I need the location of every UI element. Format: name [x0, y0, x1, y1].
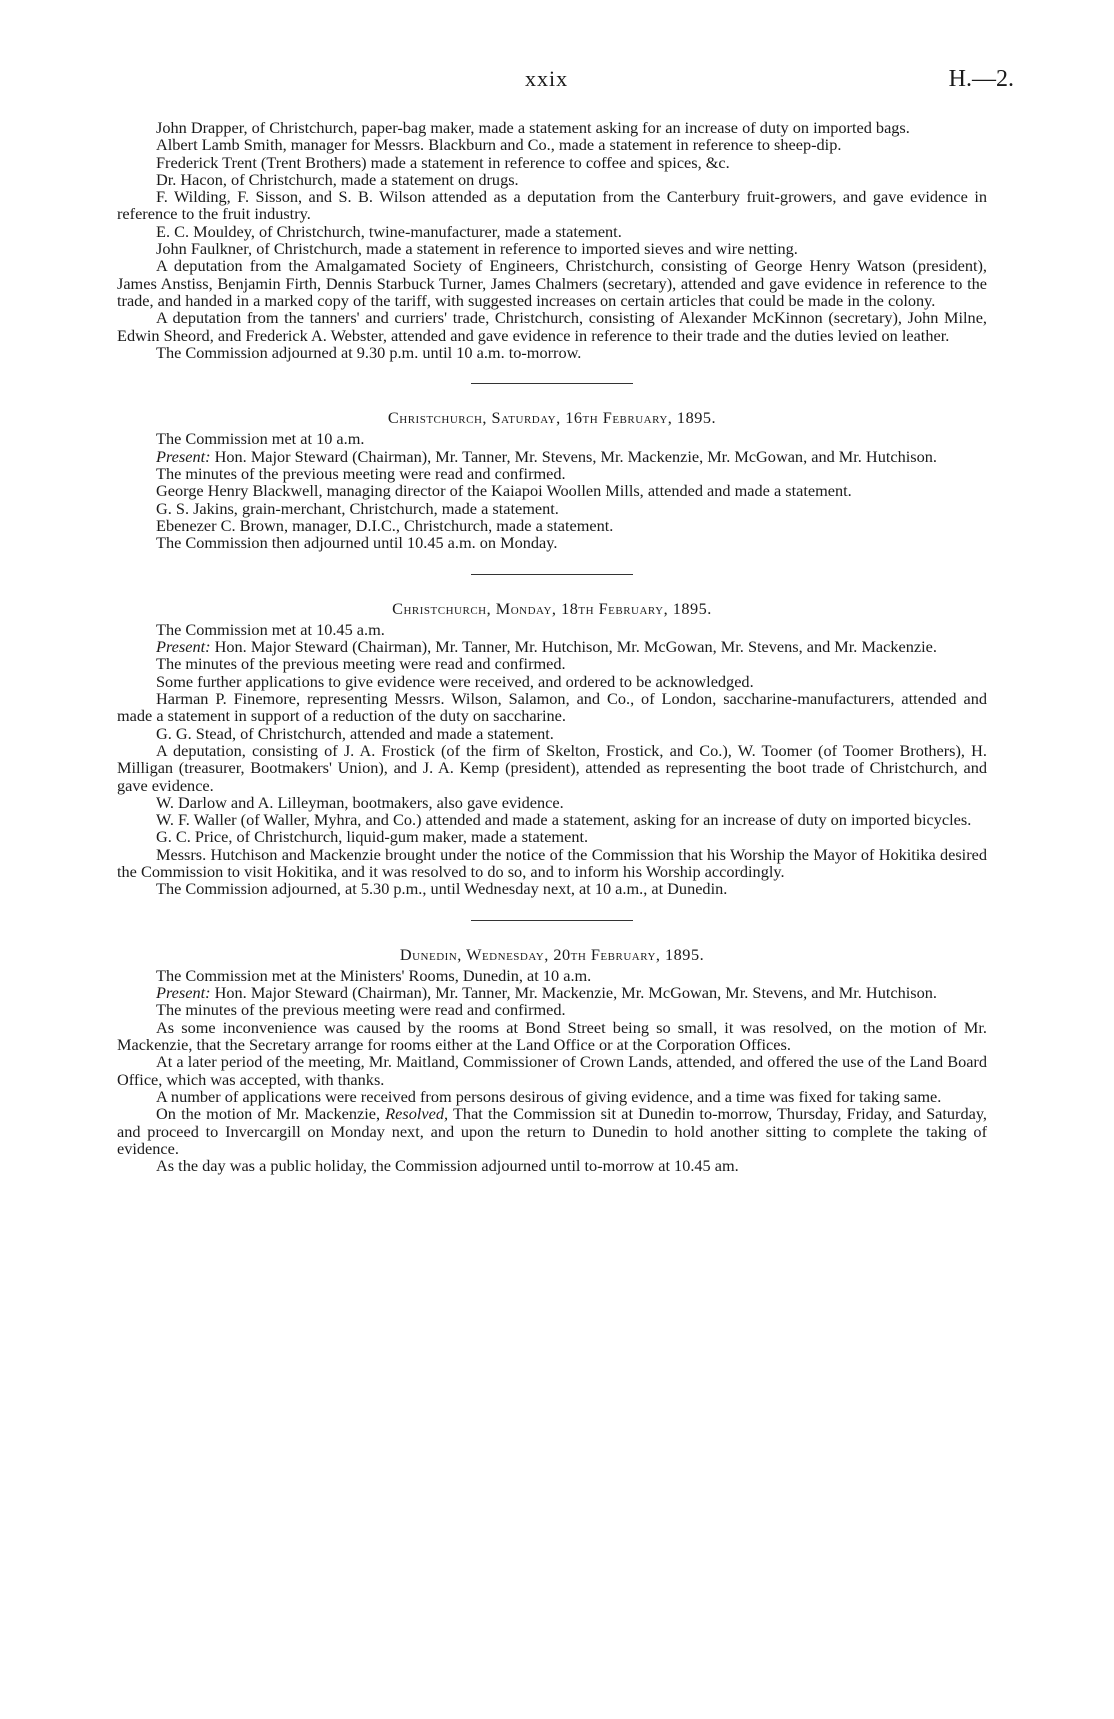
paragraph: The Commission adjourned at 9.30 p.m. until 10 a.m. to-morrow. — [156, 342, 582, 362]
paragraph: The Commission met at the Ministers' Rooms, Dunedin, at 10 a.m. — [156, 965, 592, 985]
present-paragraph — [117, 984, 987, 1001]
paragraph: John Faulkner, of Christchurch, made a statement in reference to imported sieves and wire netting. — [156, 239, 798, 259]
paragraph: The minutes of the previous meeting were read and confirmed. — [156, 464, 566, 484]
paragraph: John Drapper, of Christchurch, paper-bag maker, made a statement asking for an increase of duty on imported bags. — [156, 118, 910, 137]
paragraph: The minutes of the previous meeting were read and confirmed. — [156, 1000, 566, 1020]
paragraph: At a later period of the meeting, Mr. Maitland, Commissioner of Crown Lands, attended, and offered the use of the Land Board Office, which was accepted, with thanks. — [117, 1052, 987, 1089]
present-paragraph — [117, 638, 987, 655]
paragraph: Ebenezer C. Brown, manager, D.I.C., Christchurch, made a statement. — [156, 515, 614, 535]
document-reference: H.—2. — [948, 66, 1014, 92]
paragraph: Albert Lamb Smith, manager for Messrs. Blackburn and Co., made a statement in reference to sheep-dip. — [156, 135, 842, 155]
paragraph: G. S. Jakins, grain-merchant, Christchurch, made a statement. — [156, 498, 559, 518]
section-wednesday-20th — [117, 946, 987, 1175]
present-members: Hon. Major Steward (Chairman), Mr. Tanner, Mr. Stevens, Mr. Mackenzie, Mr. McGowan, and Mr. Hutchison. — [214, 446, 937, 466]
section-divider — [471, 574, 633, 575]
paragraph: Harman P. Finemore, representing Messrs. Wilson, Salamon, and Co., of London, saccharine-manufacturers, attended and made a statement in support of a reduction of the duty on saccharine. — [117, 689, 987, 726]
section-saturday-16th — [117, 409, 987, 551]
present-label: Present: — [156, 983, 211, 1003]
paragraph: Dr. Hacon, of Christchurch, made a statement on drugs. — [156, 169, 519, 189]
paragraph: G. C. Price, of Christchurch, liquid-gum maker, made a statement. — [156, 827, 589, 847]
paragraph: The Commission adjourned, at 5.30 p.m., until Wednesday next, at 10 a.m., at Dunedin. — [156, 879, 728, 899]
paragraph: W. Darlow and A. Lilleyman, bootmakers, also gave evidence. — [156, 792, 564, 812]
section-divider — [471, 920, 633, 921]
paragraph: Messrs. Hutchison and Mackenzie brought under the notice of the Commission that his Worship the Mayor of Hokitika desired the Commission to visit Hokitika, and it was resolved to do so, and to inform his Worship accordingly. — [117, 844, 987, 881]
paragraph: G. G. Stead, of Christchurch, attended and made a statement. — [156, 723, 554, 743]
paragraph: W. F. Waller (of Waller, Myhra, and Co.) attended and made a statement, asking for an increase of duty on imported bicycles. — [156, 810, 972, 830]
section-heading: Christchurch, Monday, 18th February, 1895. — [392, 598, 712, 618]
page-body — [117, 119, 987, 1174]
paragraph: As the day was a public holiday, the Commission adjourned until to-morrow at 10.45 am. — [156, 1156, 739, 1176]
paragraph: The Commission met at 10 a.m. — [156, 429, 365, 449]
present-label: Present: — [156, 446, 211, 466]
present-label: Present: — [156, 637, 211, 657]
paragraph: The Commission met at 10.45 a.m. — [156, 619, 385, 639]
section-divider — [471, 383, 633, 384]
resolved-label: Resolved, — [385, 1104, 449, 1124]
paragraph: A deputation from the tanners' and curriers' trade, Christchurch, consisting of Alexander McKinnon (secretary), John Milne, Edwin Sheord, and Frederick A. Webster, attended and gave evidence in reference to their trade and the duties levied on leather. — [117, 308, 987, 345]
paragraph: The Commission then adjourned until 10.45 a.m. on Monday. — [156, 533, 558, 553]
present-members: Hon. Major Steward (Chairman), Mr. Tanner, Mr. Hutchison, Mr. McGowan, Mr. Stevens, and Mr. Mackenzie. — [214, 637, 937, 657]
paragraph: The minutes of the previous meeting were read and confirmed. — [156, 654, 566, 674]
paragraph: A deputation from the Amalgamated Society of Engineers, Christchurch, consisting of George Henry Watson (president), James Anstiss, Benjamin Firth, Dennis Starbuck Turner, James Chalmers (secretary), attended and gave evidence in reference to the trade, and handed in a marked copy of the tariff, with suggested increases on certain articles that could be made in the colony. — [117, 256, 987, 310]
motion-paragraph — [117, 1105, 987, 1157]
section-heading: Christchurch, Saturday, 16th February, 1895. — [387, 408, 717, 428]
paragraph: A deputation, consisting of J. A. Frostick (of the firm of Skelton, Frostick, and Co.), W. Toomer (of Toomer Brothers), H. Milligan (treasurer, Bootmakers' Union), and J. A. Kemp (president), attended as representing the boot trade of Christchurch, and gave evidence. — [117, 740, 987, 795]
paragraph: F. Wilding, F. Sisson, and S. B. Wilson attended as a deputation from the Canterbury fruit-growers, and gave evidence in reference to the fruit industry. — [117, 187, 987, 224]
paragraph: George Henry Blackwell, managing director of the Kaiapoi Woollen Mills, attended and made a statement. — [156, 481, 852, 501]
present-members: Hon. Major Steward (Chairman), Mr. Tanner, Mr. Mackenzie, Mr. McGowan, Mr. Stevens, and Mr. Hutchison. — [214, 983, 937, 1003]
present-paragraph — [117, 448, 987, 465]
paragraph: Some further applications to give evidence were received, and ordered to be acknowledged. — [156, 671, 754, 691]
page-number: xxix — [525, 66, 569, 91]
page-header — [0, 66, 1114, 98]
paragraph: E. C. Mouldey, of Christchurch, twine-manufacturer, made a statement. — [156, 221, 622, 241]
section-monday-18th — [117, 600, 987, 898]
paragraph: As some inconvenience was caused by the rooms at Bond Street being so small, it was resolved, on the motion of Mr. Mackenzie, that the Secretary arrange for rooms either at the Land Office or at the Corporation Offices. — [117, 1017, 987, 1055]
motion-prefix: On the motion of Mr. Mackenzie, — [156, 1104, 381, 1124]
motion-text: That the Commission sit at Dunedin to-morrow, Thursday, Friday, and Saturday, and proceed to Invercargill on Monday next, and upon the return to Dunedin to hold another sitting to complete the taking of evidence. — [117, 1104, 987, 1158]
paragraph: Frederick Trent (Trent Brothers) made a statement in reference to coffee and spices, &c. — [156, 152, 730, 172]
section-heading: Dunedin, Wednesday, 20th February, 1895. — [399, 944, 705, 964]
paragraph: A number of applications were received from persons desirous of giving evidence, and a time was fixed for taking same. — [156, 1086, 942, 1106]
